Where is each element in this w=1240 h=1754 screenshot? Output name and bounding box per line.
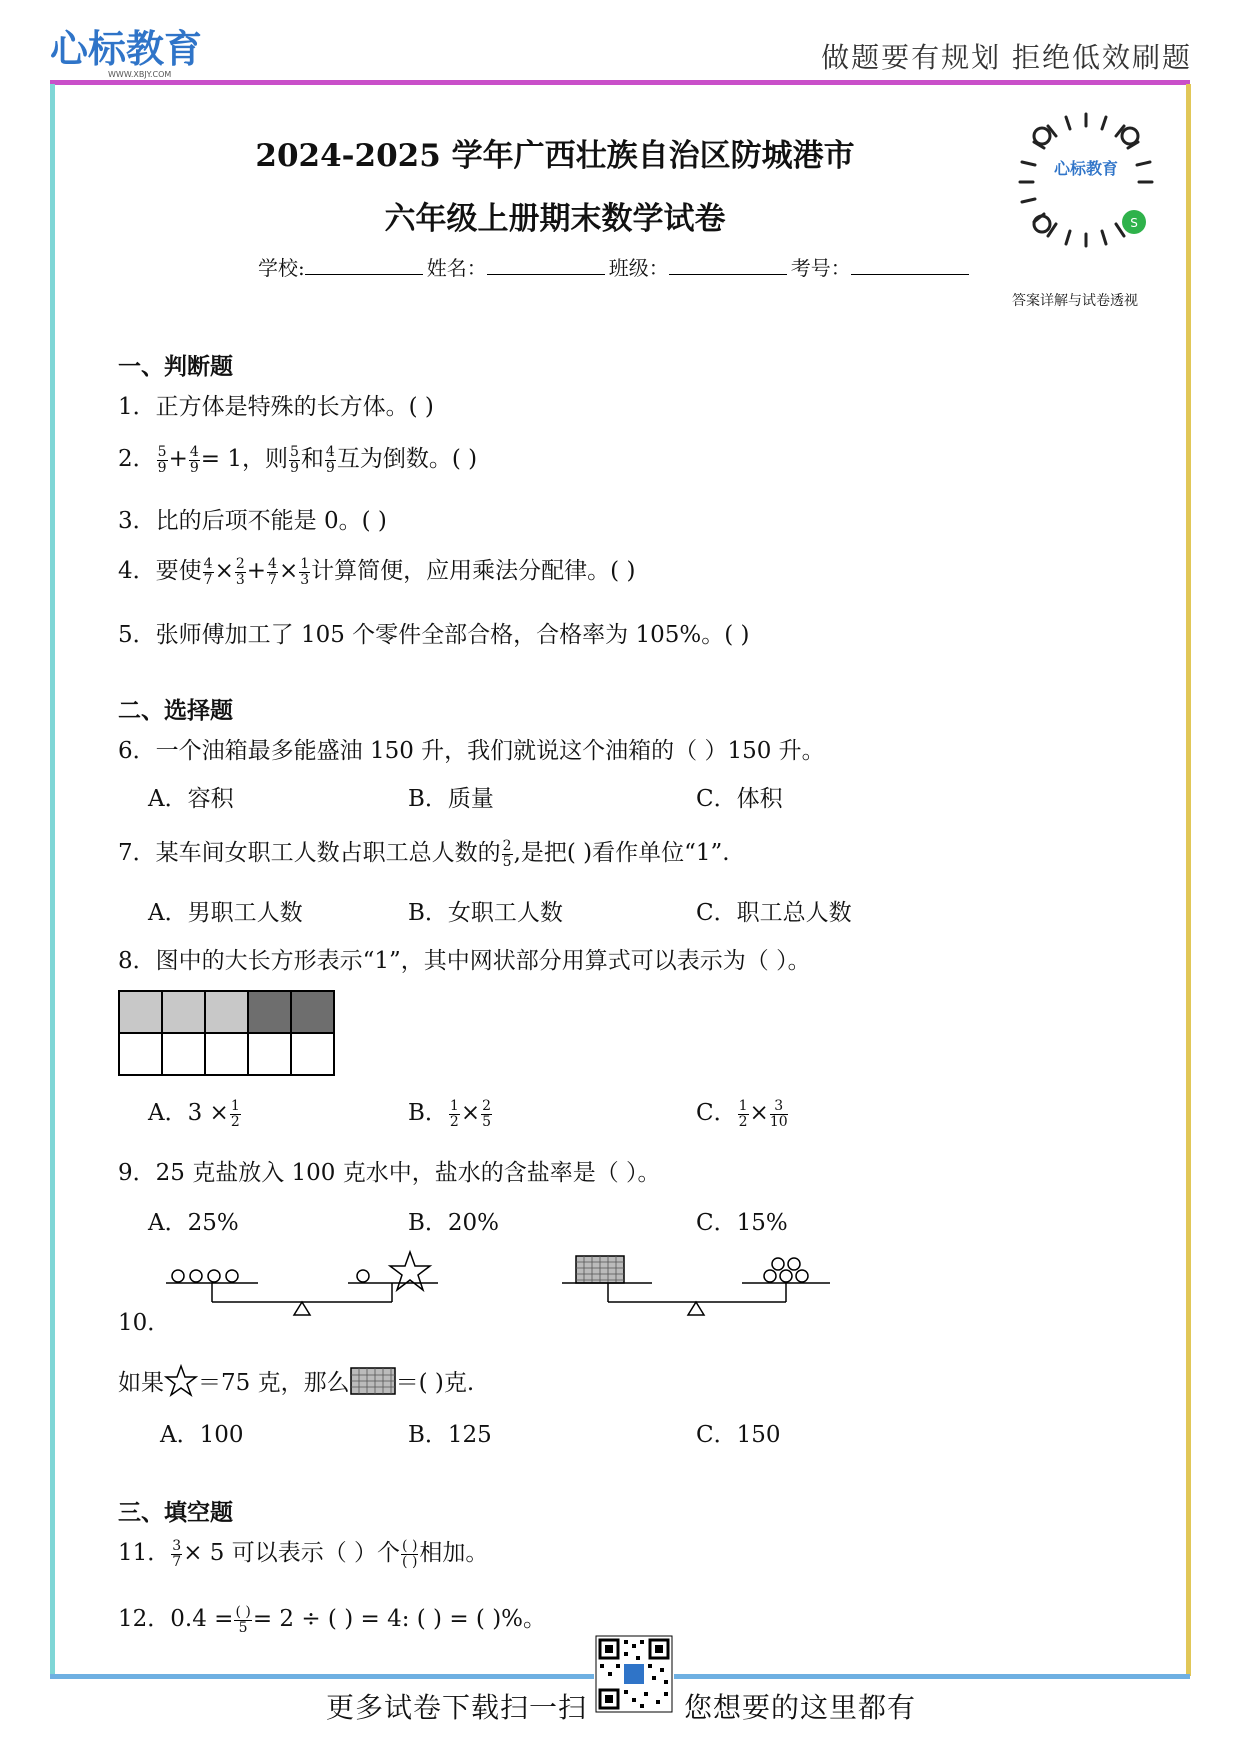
question-8: 8．图中的大长方形表示“1”，其中网状部分用算式可以表示为（ ）。: [118, 948, 811, 974]
question-2: 2． $\frac{5}{9}$ + $\frac{4}{9}$ = 1，则 $\frac{5}{9}$ 和 $\frac{4}{9}$ 互为倒数。( ): [118, 443, 478, 476]
logo: [50, 22, 210, 82]
section-heading-judgement: 一、判断题: [118, 353, 233, 380]
balance-scale-2: [556, 1244, 836, 1328]
q9-option-b[interactable]: B．20%: [408, 1210, 500, 1236]
fraction-grid-figure: [118, 990, 335, 1076]
q10-option-a[interactable]: A．100: [160, 1422, 244, 1448]
hatched-block-icon: [350, 1367, 396, 1401]
grid-cell: [119, 1033, 162, 1075]
top-border: [50, 80, 1190, 85]
q6-option-b[interactable]: B．质量: [408, 786, 494, 812]
question-10: 如果 ＝75 克，那么 ＝( )克.: [118, 1364, 474, 1404]
qr-code[interactable]: [1016, 110, 1156, 250]
grid-cell: [291, 991, 334, 1033]
grid-cell: [205, 1033, 248, 1075]
exam-no-label: 考号：: [790, 256, 851, 280]
q10-option-b[interactable]: B．125: [408, 1422, 492, 1448]
right-border: [1186, 84, 1191, 1676]
grid-cell: [291, 1033, 334, 1075]
grid-cell: [162, 991, 205, 1033]
question-5: 5．张师傅加工了 105 个零件全部合格，合格率为 105%。( ): [118, 622, 750, 648]
svg-text:心标教育: 心标教育: [1053, 159, 1119, 178]
logo-url: WWW.XBJY.COM: [108, 70, 172, 79]
question-7: 7．某车间女职工人数占职工总人数的 $\frac{2}{5}$ ,是把( )看作单位“1”.: [118, 837, 730, 870]
q6-option-c[interactable]: C．体积: [696, 786, 783, 812]
left-border: [50, 84, 55, 1676]
class-field[interactable]: [669, 274, 787, 275]
star-icon: [164, 1364, 198, 1404]
grid-cell: [248, 1033, 291, 1075]
exam-title-line1: 2024-2025 学年广西壮族自治区防城港市: [255, 138, 855, 174]
question-12: 12．0.4 = $\frac{( )}{5}$ = 2 ÷ ( ) = 4: ( ) = ( )%。: [118, 1603, 547, 1636]
question-11: 11． $\frac{3}{7}$ × 5 可以表示（ ）个 $\frac{( )}{( )}$ 相加。: [118, 1537, 489, 1570]
question-10-number: 10．: [118, 1310, 171, 1336]
student-info: [258, 252, 973, 281]
exam-title-line2: 六年级上册期末数学试卷: [384, 201, 726, 237]
q10-option-c[interactable]: C．150: [696, 1422, 781, 1448]
name-label: 姓名：: [426, 256, 487, 280]
logo-text: 心标教育: [50, 27, 203, 71]
question-1: 1．正方体是特殊的长方体。( ): [118, 394, 434, 420]
class-label: 班级：: [608, 256, 669, 280]
question-6: 6．一个油箱最多能盛油 150 升，我们就说这个油箱的（ ）150 升。: [118, 738, 825, 764]
grid-cell: [205, 991, 248, 1033]
footer-right-text: 您想要的这里都有: [684, 1691, 917, 1724]
q8-option-c[interactable]: C． $\frac{1}{2}$ × $\frac{3}{10}$: [696, 1097, 788, 1130]
q6-option-a[interactable]: A．容积: [148, 786, 234, 812]
name-field[interactable]: [487, 274, 605, 275]
qr-caption: 答案详解与试卷透视: [1012, 293, 1138, 309]
balance-scale-1: [160, 1244, 450, 1328]
grid-cell: [119, 991, 162, 1033]
school-field[interactable]: [305, 274, 423, 275]
question-4: 4．要使 $\frac{4}{7}$ × $\frac{2}{3}$ + $\frac{4}{7}$ × $\frac{1}{3}$ 计算简便，应用乘法分配律。( ): [118, 555, 636, 588]
q8-option-a[interactable]: A．3 × $\frac{1}{2}$: [148, 1097, 240, 1130]
footer-left-text: 更多试卷下载扫一扫: [326, 1691, 588, 1724]
question-3: 3．比的后项不能是 0。( ): [118, 508, 387, 534]
footer-qr-code[interactable]: [594, 1634, 674, 1714]
school-label: 学校:: [258, 256, 305, 280]
q7-option-c[interactable]: C．职工总人数: [696, 900, 852, 926]
q9-option-c[interactable]: C．15%: [696, 1210, 788, 1236]
section-heading-choice: 二、选择题: [118, 697, 233, 724]
q7-option-b[interactable]: B．女职工人数: [408, 900, 563, 926]
q7-option-a[interactable]: A．男职工人数: [148, 900, 303, 926]
grid-cell: [248, 991, 291, 1033]
slogan: 做题要有规划 拒绝低效刷题: [821, 41, 1192, 74]
q8-option-b[interactable]: B． $\frac{1}{2}$ × $\frac{2}{5}$: [408, 1097, 492, 1130]
svg-text:S: S: [1130, 216, 1138, 230]
q9-option-a[interactable]: A．25%: [148, 1210, 239, 1236]
exam-no-field[interactable]: [851, 274, 969, 275]
section-heading-fill: 三、填空题: [118, 1499, 233, 1526]
grid-cell: [162, 1033, 205, 1075]
question-9: 9．25 克盐放入 100 克水中，盐水的含盐率是（ ）。: [118, 1160, 661, 1186]
